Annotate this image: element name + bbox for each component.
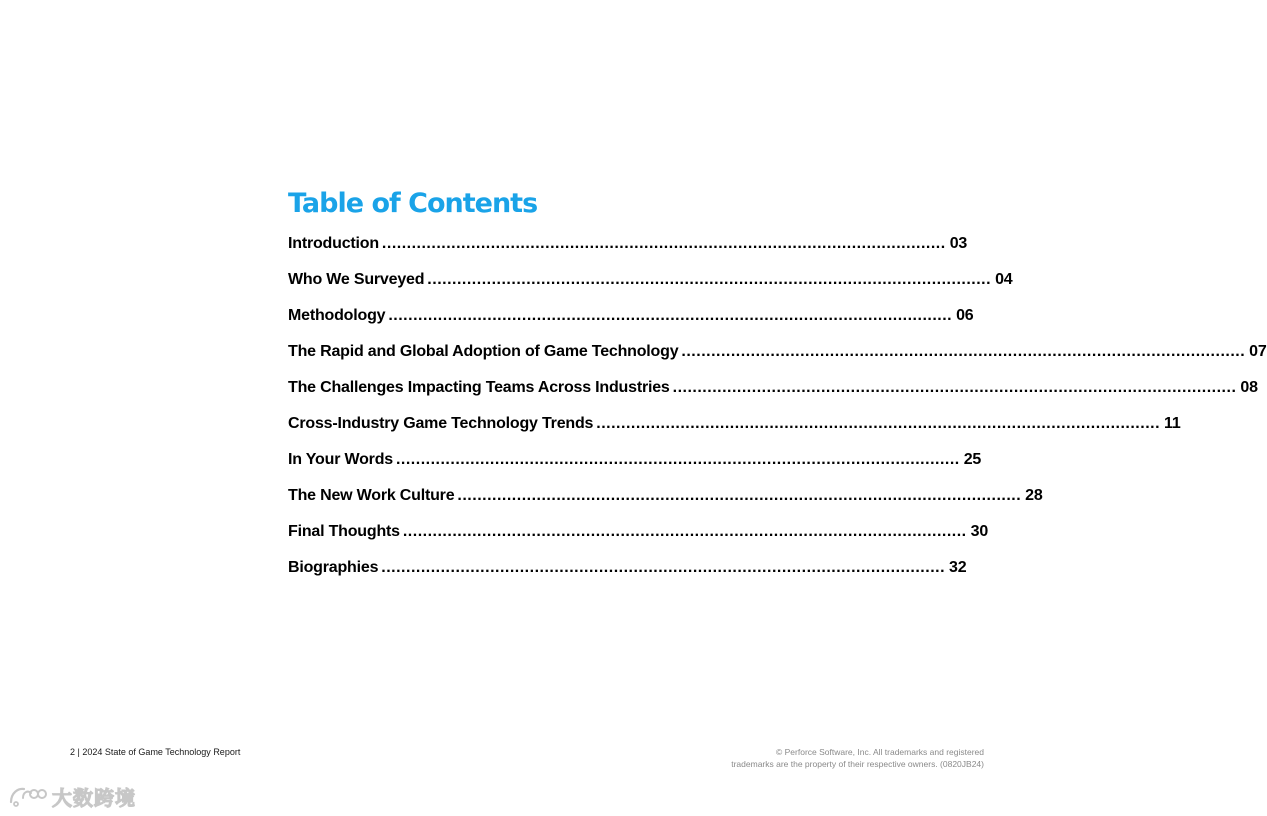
- footer-separator: |: [77, 747, 80, 757]
- footer-copyright: [731, 746, 984, 770]
- toc-item[interactable]: [288, 516, 989, 552]
- toc-item-label: Who We Surveyed: [288, 271, 425, 288]
- toc-leader-dots: ..................................................................................................................: [388, 307, 953, 324]
- toc-item-label: Methodology: [288, 307, 386, 324]
- toc-item-page: 07: [1249, 343, 1267, 360]
- toc-item-label: Introduction: [288, 235, 379, 252]
- toc-item-label: Cross-Industry Game Technology Trends: [288, 415, 594, 432]
- toc-item[interactable]: [288, 408, 1181, 444]
- footer-page-number: 2: [70, 747, 76, 757]
- copyright-line-1: © Perforce Software, Inc. All trademarks and registered: [776, 747, 984, 757]
- toc-leader-dots: ..................................................................................................................: [381, 559, 946, 576]
- toc-leader-dots: ..................................................................................................................: [427, 271, 992, 288]
- toc-item-page: 06: [956, 307, 974, 324]
- toc-leader-dots: ..................................................................................................................: [596, 415, 1161, 432]
- toc-item[interactable]: [288, 552, 967, 588]
- toc-item[interactable]: [288, 264, 1013, 300]
- watermark-text: 大数跨境: [52, 786, 136, 810]
- copyright-line-2: trademarks are the property of their respective owners. (0820JB24): [731, 759, 984, 769]
- toc-item-page: 08: [1240, 379, 1258, 396]
- toc-item-label: The Rapid and Global Adoption of Game Technology: [288, 343, 679, 360]
- toc-item-page: 04: [995, 271, 1013, 288]
- toc-leader-dots: ..................................................................................................................: [681, 343, 1246, 360]
- toc-item-page: 30: [970, 523, 989, 540]
- toc-list: [288, 228, 1267, 588]
- toc-leader-dots: ..................................................................................................................: [381, 235, 946, 252]
- toc-leader-dots: ..................................................................................................................: [457, 487, 1022, 504]
- toc-item-page: 28: [1025, 487, 1043, 504]
- toc-item-page: 32: [949, 559, 967, 576]
- footer-report-info: [70, 746, 240, 758]
- table-of-contents: [288, 187, 1267, 576]
- toc-item[interactable]: [288, 336, 1267, 372]
- toc-item-label: In Your Words: [288, 451, 393, 468]
- toc-item-label: Biographies: [288, 559, 379, 576]
- toc-item-label: Final Thoughts: [288, 523, 400, 540]
- watermark-logo-icon: [8, 784, 48, 810]
- toc-leader-dots: ..................................................................................................................: [672, 379, 1237, 396]
- toc-item-page: 03: [949, 235, 968, 252]
- toc-item-page: 11: [1164, 415, 1181, 432]
- toc-item-label: The Challenges Impacting Teams Across Industries: [288, 379, 670, 396]
- toc-item[interactable]: [288, 300, 974, 336]
- toc-leader-dots: ..................................................................................................................: [395, 451, 960, 468]
- toc-item-label: The New Work Culture: [288, 487, 455, 504]
- watermark: [8, 782, 136, 811]
- toc-item[interactable]: [288, 480, 1043, 516]
- toc-item[interactable]: [288, 444, 982, 480]
- toc-item[interactable]: [288, 372, 1258, 408]
- footer-report-title: 2024 State of Game Technology Report: [82, 747, 241, 757]
- toc-item-page: 25: [963, 451, 982, 468]
- toc-leader-dots: ..................................................................................................................: [402, 523, 967, 540]
- toc-item[interactable]: [288, 228, 968, 264]
- page-title: Table of Contents: [288, 188, 538, 219]
